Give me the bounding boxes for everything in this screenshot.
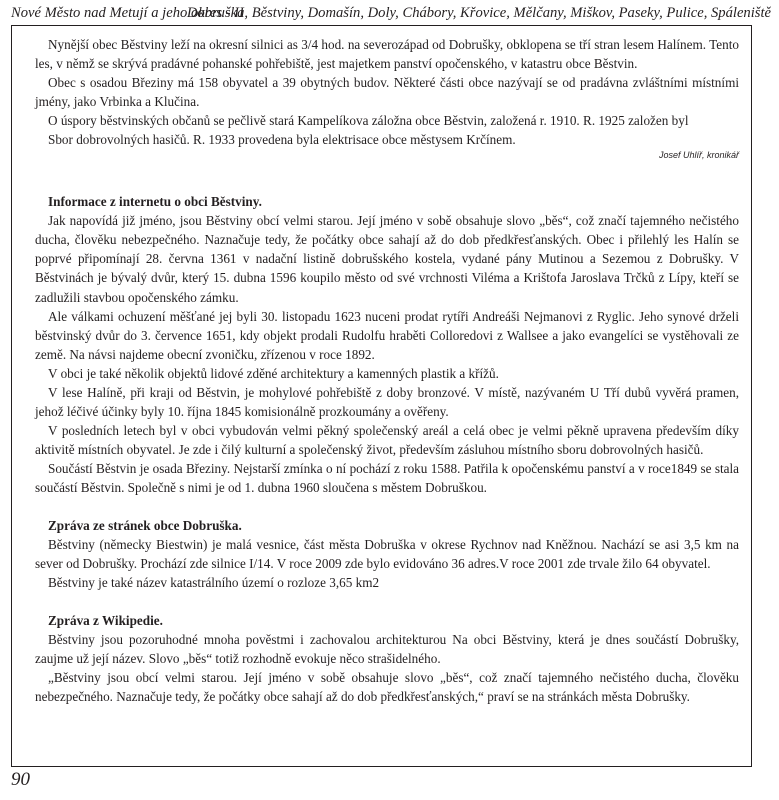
chronicler-signature: Josef Uhlíř, kronikář [658, 150, 739, 161]
paragraph: Součástí Běstvin je osada Březiny. Nejstarší zmínka o ní pochází z roku 1588. Patřila k opočenskému panství a v roce1849 se stala součástí Běstvin. Společně s nimi je od 1. dubna 1960 sloučena s městem Dobruškou. [35, 460, 739, 495]
paragraph: Běstviny jsou pozoruhodné mnoha pověstmi i zachovalou architekturou Na obci Běstviny, která je dnes součástí Dobrušky, zaujme už její název. Slovo „běs“ totiž rozhodně evokuje něco strašidelného. [35, 632, 739, 667]
paragraph: Ale válkami ochuzení měšťané jej byli 30. listopadu 1623 nuceni prodat rytíři Andreáši Nejmanovi z Ryglic. Jeho synové drželi běstvinský dvůr do 3. července 1651, kdy objekt prodali Rudolfu hraběti Colloredovi z Wallsee a jako evangelíci se vystěhovali ze země. Na návsi najdeme obecní zvoničku, zřízenou v roce 1892. [35, 308, 739, 362]
paragraph: Jak napovídá již jméno, jsou Běstviny obcí velmi starou. Její jméno v sobě obsahuje slovo „běs“, což značí tajemného nečistého ducha, člověku nebezpečného. Naznačuje tedy, že počátky obce sahají až do dob předkřesťanských. Obec i přilehlý les Halín se poprvé připomínají 28. června 1361 v nadační listině dobrušského kostela, vydané pány Mutinou a Sezemou z Dobrušky. V Běstvinách je bývalý dvůr, který 15. dubna 1596 koupilo město od své vrchnosti Viléma a Krištofa Jaroslava Trčků z Lípy, kteří se zadlužili stavbou opočenského zámku. [35, 213, 739, 305]
paragraph: V posledních letech byl v obci vybudován velmi pěkný společenský areál a celá obec je velmi pěkně upravena především díky aktivitě místních obyvatel. Je zde i čilý kulturní a společenský život, především zásluhou místního sboru dobrovolných hasičů. [35, 422, 739, 457]
running-header [11, 2, 771, 26]
section-heading: Zpráva ze stránek obce Dobruška. [48, 518, 242, 534]
paragraph: Sbor dobrovolných hasičů. R. 1933 provedena byla elektrisace obce městysem Krčínem. [48, 132, 516, 148]
header-right-title: Dobruška, Běstviny, Domašín, Doly, Chábory, Křovice, Mělčany, Miškov, Paseky, Pulice, Spáleniště [186, 5, 771, 21]
section-heading: Informace z internetu o obci Běstviny. [48, 194, 262, 210]
paragraph: V lese Halíně, při kraji od Běstvin, je mohylové pohřebiště z doby bronzové. V místě, nazývaném U Tří dubů vyvěrá pramen, jehož léčivé účinky byly 10. října 1845 komisionálně prozkoumány a ověřeny. [35, 384, 739, 419]
section-heading: Zpráva z Wikipedie. [48, 613, 163, 629]
paragraph: O úspory běstvinských občanů se pečlivě stará Kampelíkova záložna obce Běstvin, založená r. 1910. R. 1925 založen byl [48, 113, 689, 129]
paragraph: Obec s osadou Březiny má 158 obyvatel a 39 obytných budov. Některé části obce nazývají se od pradávna zvláštními místními jmény, jako Vrbinka a Klučina. [35, 75, 739, 110]
paragraph: Nynější obec Běstviny leží na okresní silnici as 3/4 hod. na severozápad od Dobrušky, obklopena se tří stran lesem Halínem. Tento les, v němž se skrývá pradávné pohanské pohřebiště, jest majetkem panství opočenského, v katastru obce Běstvin. [35, 37, 739, 72]
paragraph: Běstviny je také název katastrálního území o rozloze 3,65 km2 [48, 575, 380, 591]
paragraph: V obci je také několik objektů lidové zděné architektury a kamenných plastik a křížů. [48, 365, 499, 381]
paragraph: Běstviny (německy Biestwin) je malá vesnice, část města Dobruška v okrese Rychnov nad Kněžnou. Nachází se asi 3,5 km na sever od Dobrušky. Prochází zde silnice I/14. V roce 2009 zde bylo evidováno 36 adres.V roce 2001 zde trvale žilo 64 obyvatel. [35, 537, 739, 572]
page-number: 90 [11, 769, 30, 790]
paragraph: „Běstviny jsou obcí velmi starou. Její jméno v sobě obsahuje slovo „běs“, což značí tajemného nečistého ducha, člověku nebezpečného. Naznačuje tedy, že počátky obce sahají až do dob předkřesťanských,“ praví se na stránkách města Dobrušky. [35, 670, 739, 705]
article-body [35, 35, 739, 706]
header-left-title: Nové Město nad Metují a jeho okres - II [11, 5, 244, 21]
